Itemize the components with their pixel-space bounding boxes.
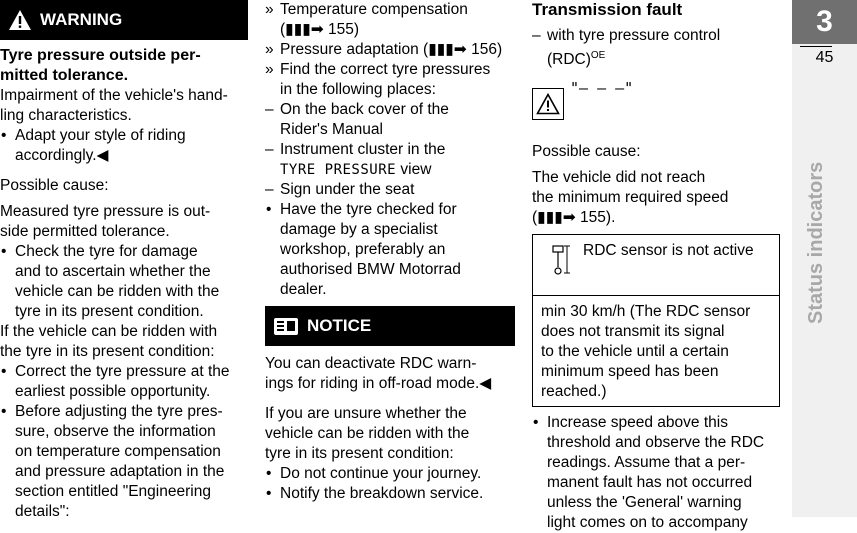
bullet-item xyxy=(0,402,248,522)
text-line: section entitled "Engineering xyxy=(15,483,211,500)
text-line: and pressure adaptation in the xyxy=(15,463,225,480)
bullet-item xyxy=(0,362,248,402)
text-line: side permitted tolerance. xyxy=(0,223,170,240)
warning-triangle-icon xyxy=(536,93,560,115)
display-readout: "– – –" xyxy=(570,79,634,98)
tyre-valve-gauge-icon xyxy=(547,243,575,279)
page-reference-link[interactable]: Pressure adaptation (▮▮▮➡ 156) xyxy=(280,41,503,58)
notice-banner xyxy=(265,306,515,346)
heading-line: mitted tolerance. xyxy=(0,67,129,84)
rdc-box-body xyxy=(533,296,779,406)
warning-triangle-icon xyxy=(8,9,32,31)
text-line: Increase speed above this xyxy=(547,414,728,432)
heading-line: Tyre pressure outside per- xyxy=(0,47,201,64)
dash-item xyxy=(265,140,515,180)
text-line: tyre in its present condition: xyxy=(265,445,454,462)
warning-symbol-box xyxy=(532,88,564,120)
rdc-info-box xyxy=(532,234,780,407)
page-number: 45 xyxy=(815,49,834,66)
bullet-icon: • xyxy=(266,485,272,502)
text-line: with tyre pressure control xyxy=(547,27,721,44)
dash-icon: – xyxy=(532,27,541,44)
text-line: threshold and observe the RDC xyxy=(547,434,765,452)
text-line: the minimum required speed xyxy=(532,189,729,207)
text-line: Sign under the seat xyxy=(280,181,415,198)
warning-label: WARNING xyxy=(40,10,123,29)
text-line: Temperature compensation xyxy=(280,1,468,18)
text-line: tyre in its present condition. xyxy=(15,303,204,320)
text-fragment: (RDC) xyxy=(547,51,591,69)
text-line: details": xyxy=(15,503,70,520)
display-view-name: TYRE PRESSURE xyxy=(280,162,397,178)
chevron-right-icon: » xyxy=(265,61,274,78)
page-reference-link[interactable]: (▮▮▮➡ 155). xyxy=(532,209,616,227)
text-line: vehicle can be ridden with the xyxy=(15,283,220,300)
bullet-item xyxy=(265,484,515,504)
text-line: ings for riding in off-road mode.◀ xyxy=(265,375,492,392)
bullet-item xyxy=(265,200,515,300)
column-2 xyxy=(265,0,515,504)
text-line: reached.) xyxy=(541,383,607,401)
text-line: the tyre in its present condition: xyxy=(0,343,215,360)
bullet-icon: • xyxy=(1,243,7,260)
optional-equipment-badge: OE xyxy=(590,50,606,61)
section-title: Transmission fault xyxy=(532,0,683,19)
display-symbol-row xyxy=(532,76,782,120)
chevron-right-icon: » xyxy=(265,1,274,18)
text-line: authorised BMW Motorrad xyxy=(280,261,461,278)
bullet-item xyxy=(265,464,515,484)
text-line: accordingly.◀ xyxy=(15,147,109,164)
text-line: min 30 km/h (The RDC sensor xyxy=(541,303,751,321)
text-line: manent fault has not occurred xyxy=(547,474,753,492)
rdc-box-title: RDC sensor is not active xyxy=(583,242,754,260)
page-reference-link[interactable]: (▮▮▮➡ 155) xyxy=(280,21,360,38)
bullet-icon: • xyxy=(1,403,7,420)
dash-item xyxy=(265,180,515,200)
text-line: ling characteristics. xyxy=(0,107,132,124)
text-line: workshop, preferably an xyxy=(280,241,446,258)
text-line: Have the tyre checked for xyxy=(280,201,457,218)
text-line: unless the 'General' warning xyxy=(547,494,742,512)
rdc-box-header xyxy=(533,235,779,296)
bullet-item xyxy=(0,126,248,166)
text-line: minimum speed has been xyxy=(541,363,719,381)
text-line: earliest possible opportunity. xyxy=(15,383,211,400)
text-line: Find the correct tyre pressures xyxy=(280,61,491,78)
arrow-item xyxy=(265,0,515,40)
text-line: does not transmit its signal xyxy=(541,323,725,341)
dash-icon: – xyxy=(265,141,274,158)
arrow-item xyxy=(265,40,515,60)
text-line: to the vehicle until a certain xyxy=(541,343,729,361)
dash-item xyxy=(265,100,515,140)
text-line: Instrument cluster in the xyxy=(280,141,446,158)
bullet-icon: • xyxy=(266,465,272,482)
text-line: Adapt your style of riding xyxy=(15,127,186,144)
text-line: Check the tyre for damage xyxy=(15,243,198,260)
bullet-icon: • xyxy=(533,414,539,432)
text-line: If you are unsure whether the xyxy=(265,405,467,422)
text-line: If the vehicle can be ridden with xyxy=(0,323,218,340)
text-line: Do not continue your journey. xyxy=(280,465,482,482)
text-line: and to ascertain whether the xyxy=(15,263,211,280)
text-line: Notify the breakdown service. xyxy=(280,485,484,502)
text-line xyxy=(547,46,782,70)
column-1 xyxy=(0,0,248,522)
text-line: light comes on to accompany xyxy=(547,514,748,532)
bullet-icon: • xyxy=(1,127,7,144)
bullet-icon: • xyxy=(266,201,272,218)
text-line: dealer. xyxy=(280,281,327,298)
text-line: You can deactivate RDC warn- xyxy=(265,355,477,372)
bullet-item xyxy=(0,242,248,322)
text-line: vehicle can be ridden with the xyxy=(265,425,470,442)
text-line: On the back cover of the xyxy=(280,101,449,118)
dash-icon: – xyxy=(265,101,274,118)
bullet-item xyxy=(532,413,782,533)
text-line: sure, observe the information xyxy=(15,423,216,440)
text-fragment: view xyxy=(396,161,432,178)
bullet-icon: • xyxy=(1,363,7,380)
column-3 xyxy=(532,0,782,533)
possible-cause-label: Possible cause: xyxy=(0,177,109,194)
dash-icon: – xyxy=(265,181,274,198)
text-line: Before adjusting the tyre pres- xyxy=(15,403,223,420)
text-line: damage by a specialist xyxy=(280,221,438,238)
dash-item xyxy=(532,26,782,70)
notice-label: NOTICE xyxy=(307,316,372,335)
divider xyxy=(800,46,832,47)
text-line: on temperature compensation xyxy=(15,443,221,460)
text-line: The vehicle did not reach xyxy=(532,169,706,187)
section-side-title: Status indicators xyxy=(805,161,827,324)
text-line xyxy=(280,160,515,180)
text-line: readings. Assume that a per- xyxy=(547,454,746,472)
chapter-number[interactable]: 3 xyxy=(792,0,857,44)
text-line: Measured tyre pressure is out- xyxy=(0,203,211,220)
notice-manual-icon xyxy=(273,315,299,337)
warning-heading xyxy=(0,46,248,86)
text-line: Rider's Manual xyxy=(280,121,383,138)
warning-banner xyxy=(0,0,248,40)
possible-cause-label: Possible cause: xyxy=(532,143,641,161)
arrow-item xyxy=(265,60,515,100)
chevron-right-icon: » xyxy=(265,41,274,58)
chapter-tab-bar xyxy=(792,0,857,517)
text-line: in the following places: xyxy=(280,81,436,98)
text-line: Correct the tyre pressure at the xyxy=(15,363,230,380)
text-line: Impairment of the vehicle's hand- xyxy=(0,87,228,104)
